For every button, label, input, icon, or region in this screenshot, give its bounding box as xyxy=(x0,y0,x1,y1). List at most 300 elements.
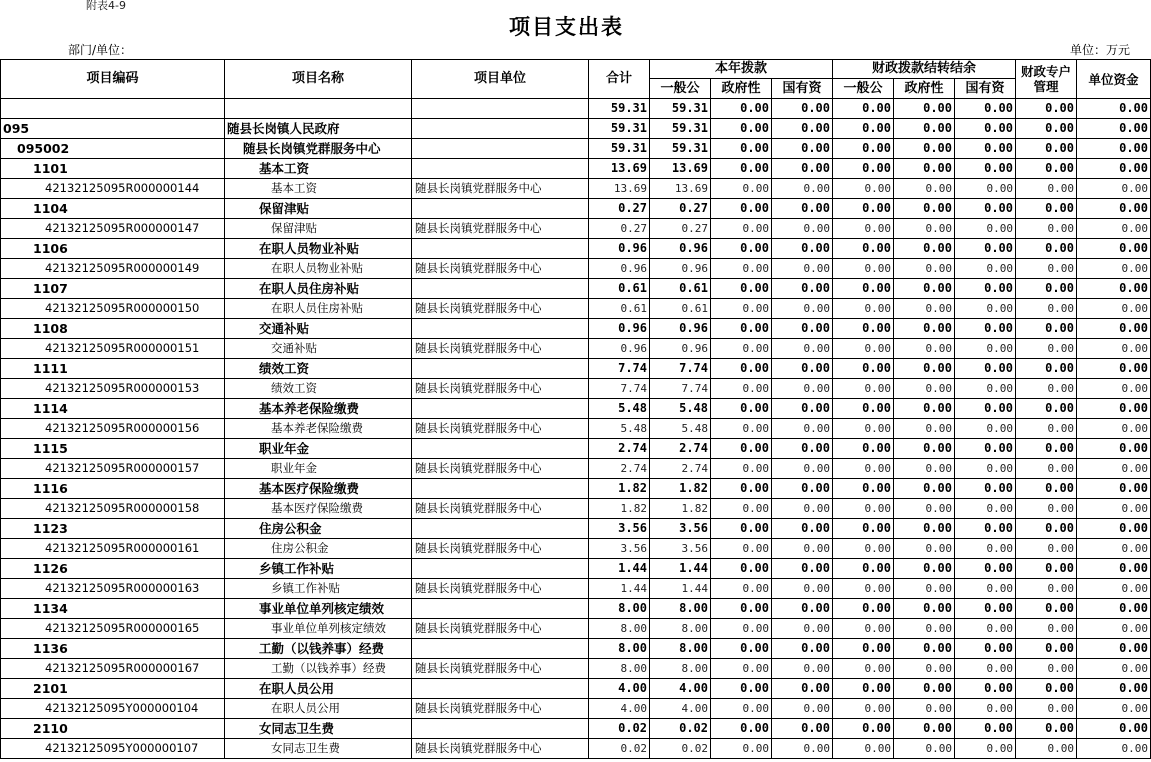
cell-current-state-capital[interactable]: 0.00 xyxy=(772,579,833,599)
cell-current-state-capital[interactable]: 0.00 xyxy=(772,199,833,219)
cell-current-general[interactable]: 4.00 xyxy=(650,699,711,719)
cell-own-fund[interactable]: 0.00 xyxy=(1077,359,1151,379)
cell-project-unit[interactable] xyxy=(412,679,589,699)
cell-own-fund[interactable]: 0.00 xyxy=(1077,599,1151,619)
cell-total[interactable]: 8.00 xyxy=(589,599,650,619)
cell-project-code[interactable]: 42132125095R000000151 xyxy=(1,339,225,359)
cell-carry-general[interactable]: 0.00 xyxy=(833,119,894,139)
cell-project-code[interactable]: 42132125095Y000000107 xyxy=(1,739,225,759)
cell-project-name[interactable]: 基本养老保险缴费 xyxy=(225,419,412,439)
cell-project-name[interactable]: 职业年金 xyxy=(225,439,412,459)
cell-current-general[interactable]: 0.02 xyxy=(650,739,711,759)
cell-project-name[interactable]: 工勤（以钱养事）经费 xyxy=(225,639,412,659)
cell-project-code[interactable]: 42132125095R000000147 xyxy=(1,219,225,239)
cell-current-state-capital[interactable]: 0.00 xyxy=(772,259,833,279)
header-sub-carry-state-capital[interactable]: 国有资 xyxy=(955,79,1016,99)
cell-carry-gov-fund[interactable]: 0.00 xyxy=(894,259,955,279)
cell-current-state-capital[interactable]: 0.00 xyxy=(772,119,833,139)
cell-carry-general[interactable]: 0.00 xyxy=(833,619,894,639)
cell-carry-gov-fund[interactable]: 0.00 xyxy=(894,499,955,519)
cell-carry-general[interactable]: 0.00 xyxy=(833,419,894,439)
cell-project-name[interactable]: 随县长岗镇人民政府 xyxy=(225,119,412,139)
cell-carry-general[interactable]: 0.00 xyxy=(833,199,894,219)
cell-carry-gov-fund[interactable]: 0.00 xyxy=(894,379,955,399)
cell-current-gov-fund[interactable]: 0.00 xyxy=(711,679,772,699)
cell-project-name[interactable]: 女同志卫生费 xyxy=(225,739,412,759)
cell-carry-state-capital[interactable]: 0.00 xyxy=(955,599,1016,619)
cell-current-gov-fund[interactable]: 0.00 xyxy=(711,239,772,259)
cell-project-code[interactable]: 1123 xyxy=(1,519,225,539)
cell-project-code[interactable]: 42132125095Y000000104 xyxy=(1,699,225,719)
cell-current-general[interactable]: 13.69 xyxy=(650,159,711,179)
cell-total[interactable]: 13.69 xyxy=(589,159,650,179)
table-row[interactable] xyxy=(1,239,1151,259)
cell-current-gov-fund[interactable]: 0.00 xyxy=(711,199,772,219)
cell-current-state-capital[interactable]: 0.00 xyxy=(772,679,833,699)
cell-current-gov-fund[interactable]: 0.00 xyxy=(711,279,772,299)
cell-carry-gov-fund[interactable]: 0.00 xyxy=(894,99,955,119)
cell-project-code[interactable]: 2101 xyxy=(1,679,225,699)
cell-project-code[interactable]: 42132125095R000000149 xyxy=(1,259,225,279)
cell-project-name[interactable]: 在职人员住房补贴 xyxy=(225,279,412,299)
cell-project-unit[interactable]: 随县长岗镇党群服务中心 xyxy=(412,299,589,319)
cell-project-name[interactable]: 基本工资 xyxy=(225,159,412,179)
cell-own-fund[interactable]: 0.00 xyxy=(1077,339,1151,359)
table-row[interactable] xyxy=(1,219,1151,239)
cell-special-account[interactable]: 0.00 xyxy=(1016,539,1077,559)
cell-special-account[interactable]: 0.00 xyxy=(1016,639,1077,659)
cell-current-general[interactable]: 3.56 xyxy=(650,539,711,559)
cell-own-fund[interactable]: 0.00 xyxy=(1077,739,1151,759)
cell-carry-gov-fund[interactable]: 0.00 xyxy=(894,539,955,559)
cell-carry-general[interactable]: 0.00 xyxy=(833,659,894,679)
cell-current-general[interactable]: 1.82 xyxy=(650,479,711,499)
cell-special-account[interactable]: 0.00 xyxy=(1016,279,1077,299)
cell-current-general[interactable]: 59.31 xyxy=(650,99,711,119)
cell-own-fund[interactable]: 0.00 xyxy=(1077,499,1151,519)
cell-current-gov-fund[interactable]: 0.00 xyxy=(711,719,772,739)
cell-current-state-capital[interactable]: 0.00 xyxy=(772,639,833,659)
cell-own-fund[interactable]: 0.00 xyxy=(1077,619,1151,639)
cell-total[interactable]: 0.02 xyxy=(589,719,650,739)
cell-carry-general[interactable]: 0.00 xyxy=(833,259,894,279)
table-row[interactable] xyxy=(1,159,1151,179)
cell-current-state-capital[interactable]: 0.00 xyxy=(772,419,833,439)
table-row[interactable] xyxy=(1,119,1151,139)
cell-carry-gov-fund[interactable]: 0.00 xyxy=(894,319,955,339)
cell-total[interactable]: 59.31 xyxy=(589,119,650,139)
cell-current-state-capital[interactable]: 0.00 xyxy=(772,559,833,579)
cell-own-fund[interactable]: 0.00 xyxy=(1077,719,1151,739)
cell-project-name[interactable]: 职业年金 xyxy=(225,459,412,479)
cell-current-general[interactable]: 13.69 xyxy=(650,179,711,199)
table-row[interactable] xyxy=(1,419,1151,439)
cell-carry-state-capital[interactable]: 0.00 xyxy=(955,539,1016,559)
table-row[interactable] xyxy=(1,499,1151,519)
cell-current-state-capital[interactable]: 0.00 xyxy=(772,399,833,419)
cell-current-gov-fund[interactable]: 0.00 xyxy=(711,659,772,679)
cell-project-name[interactable] xyxy=(225,99,412,119)
cell-current-gov-fund[interactable]: 0.00 xyxy=(711,419,772,439)
cell-carry-state-capital[interactable]: 0.00 xyxy=(955,199,1016,219)
cell-current-gov-fund[interactable]: 0.00 xyxy=(711,699,772,719)
cell-project-name[interactable]: 基本养老保险缴费 xyxy=(225,399,412,419)
cell-carry-general[interactable]: 0.00 xyxy=(833,639,894,659)
table-row[interactable] xyxy=(1,699,1151,719)
cell-project-code[interactable]: 1114 xyxy=(1,399,225,419)
cell-carry-gov-fund[interactable]: 0.00 xyxy=(894,299,955,319)
cell-project-name[interactable]: 住房公积金 xyxy=(225,519,412,539)
cell-project-unit[interactable] xyxy=(412,359,589,379)
cell-special-account[interactable]: 0.00 xyxy=(1016,439,1077,459)
cell-carry-general[interactable]: 0.00 xyxy=(833,599,894,619)
cell-total[interactable]: 0.96 xyxy=(589,339,650,359)
cell-current-general[interactable]: 5.48 xyxy=(650,419,711,439)
cell-carry-general[interactable]: 0.00 xyxy=(833,559,894,579)
cell-special-account[interactable]: 0.00 xyxy=(1016,299,1077,319)
cell-carry-gov-fund[interactable]: 0.00 xyxy=(894,139,955,159)
cell-project-code[interactable]: 42132125095R000000153 xyxy=(1,379,225,399)
cell-carry-state-capital[interactable]: 0.00 xyxy=(955,259,1016,279)
cell-project-code[interactable]: 42132125095R000000150 xyxy=(1,299,225,319)
cell-carry-general[interactable]: 0.00 xyxy=(833,439,894,459)
cell-project-code[interactable]: 095002 xyxy=(1,139,225,159)
cell-project-unit[interactable] xyxy=(412,239,589,259)
cell-carry-general[interactable]: 0.00 xyxy=(833,319,894,339)
cell-total[interactable]: 13.69 xyxy=(589,179,650,199)
cell-project-unit[interactable] xyxy=(412,279,589,299)
table-row[interactable] xyxy=(1,259,1151,279)
cell-project-unit[interactable] xyxy=(412,99,589,119)
cell-current-state-capital[interactable]: 0.00 xyxy=(772,599,833,619)
cell-project-name[interactable]: 基本工资 xyxy=(225,179,412,199)
table-row[interactable] xyxy=(1,399,1151,419)
cell-project-unit[interactable] xyxy=(412,159,589,179)
cell-total[interactable]: 3.56 xyxy=(589,539,650,559)
cell-total[interactable]: 8.00 xyxy=(589,659,650,679)
cell-current-general[interactable]: 0.27 xyxy=(650,199,711,219)
cell-carry-general[interactable]: 0.00 xyxy=(833,99,894,119)
cell-special-account[interactable]: 0.00 xyxy=(1016,219,1077,239)
cell-project-unit[interactable]: 随县长岗镇党群服务中心 xyxy=(412,259,589,279)
cell-special-account[interactable]: 0.00 xyxy=(1016,199,1077,219)
cell-carry-general[interactable]: 0.00 xyxy=(833,539,894,559)
cell-carry-state-capital[interactable]: 0.00 xyxy=(955,319,1016,339)
cell-project-name[interactable]: 在职人员公用 xyxy=(225,679,412,699)
cell-project-unit[interactable] xyxy=(412,719,589,739)
cell-current-gov-fund[interactable]: 0.00 xyxy=(711,519,772,539)
cell-total[interactable]: 0.96 xyxy=(589,259,650,279)
cell-carry-state-capital[interactable]: 0.00 xyxy=(955,699,1016,719)
cell-current-state-capital[interactable]: 0.00 xyxy=(772,279,833,299)
cell-current-state-capital[interactable]: 0.00 xyxy=(772,699,833,719)
cell-project-unit[interactable] xyxy=(412,439,589,459)
cell-total[interactable]: 1.44 xyxy=(589,579,650,599)
cell-current-state-capital[interactable]: 0.00 xyxy=(772,159,833,179)
cell-special-account[interactable]: 0.00 xyxy=(1016,319,1077,339)
cell-carry-gov-fund[interactable]: 0.00 xyxy=(894,679,955,699)
cell-project-unit[interactable]: 随县长岗镇党群服务中心 xyxy=(412,339,589,359)
cell-project-code[interactable]: 42132125095R000000158 xyxy=(1,499,225,519)
cell-own-fund[interactable]: 0.00 xyxy=(1077,99,1151,119)
cell-current-general[interactable]: 0.27 xyxy=(650,219,711,239)
cell-own-fund[interactable]: 0.00 xyxy=(1077,199,1151,219)
cell-special-account[interactable]: 0.00 xyxy=(1016,619,1077,639)
cell-carry-gov-fund[interactable]: 0.00 xyxy=(894,659,955,679)
cell-project-unit[interactable]: 随县长岗镇党群服务中心 xyxy=(412,699,589,719)
cell-current-general[interactable]: 0.61 xyxy=(650,299,711,319)
cell-current-general[interactable]: 0.96 xyxy=(650,239,711,259)
cell-own-fund[interactable]: 0.00 xyxy=(1077,559,1151,579)
cell-total[interactable]: 2.74 xyxy=(589,439,650,459)
cell-carry-state-capital[interactable]: 0.00 xyxy=(955,579,1016,599)
cell-current-general[interactable]: 8.00 xyxy=(650,619,711,639)
cell-current-gov-fund[interactable]: 0.00 xyxy=(711,599,772,619)
table-row[interactable] xyxy=(1,559,1151,579)
cell-special-account[interactable]: 0.00 xyxy=(1016,479,1077,499)
cell-project-name[interactable]: 随县长岗镇党群服务中心 xyxy=(225,139,412,159)
cell-carry-state-capital[interactable]: 0.00 xyxy=(955,559,1016,579)
cell-carry-general[interactable]: 0.00 xyxy=(833,479,894,499)
cell-carry-general[interactable]: 0.00 xyxy=(833,159,894,179)
table-row[interactable] xyxy=(1,359,1151,379)
cell-current-state-capital[interactable]: 0.00 xyxy=(772,719,833,739)
cell-special-account[interactable]: 0.00 xyxy=(1016,459,1077,479)
cell-current-general[interactable]: 8.00 xyxy=(650,599,711,619)
cell-total[interactable]: 2.74 xyxy=(589,459,650,479)
cell-carry-gov-fund[interactable]: 0.00 xyxy=(894,179,955,199)
header-special[interactable]: 财政专户管理 xyxy=(1016,60,1077,99)
table-row[interactable] xyxy=(1,479,1151,499)
cell-special-account[interactable]: 0.00 xyxy=(1016,499,1077,519)
cell-carry-state-capital[interactable]: 0.00 xyxy=(955,639,1016,659)
cell-own-fund[interactable]: 0.00 xyxy=(1077,319,1151,339)
cell-current-gov-fund[interactable]: 0.00 xyxy=(711,99,772,119)
cell-current-state-capital[interactable]: 0.00 xyxy=(772,519,833,539)
cell-current-general[interactable]: 5.48 xyxy=(650,399,711,419)
cell-carry-state-capital[interactable]: 0.00 xyxy=(955,679,1016,699)
cell-total[interactable]: 1.82 xyxy=(589,479,650,499)
cell-project-code[interactable]: 1108 xyxy=(1,319,225,339)
cell-project-code[interactable]: 42132125095R000000144 xyxy=(1,179,225,199)
cell-current-state-capital[interactable]: 0.00 xyxy=(772,179,833,199)
cell-project-code[interactable]: 42132125095R000000161 xyxy=(1,539,225,559)
cell-own-fund[interactable]: 0.00 xyxy=(1077,399,1151,419)
cell-special-account[interactable]: 0.00 xyxy=(1016,139,1077,159)
cell-current-general[interactable]: 59.31 xyxy=(650,119,711,139)
cell-carry-state-capital[interactable]: 0.00 xyxy=(955,239,1016,259)
cell-total[interactable]: 59.31 xyxy=(589,99,650,119)
cell-current-state-capital[interactable]: 0.00 xyxy=(772,659,833,679)
cell-total[interactable]: 4.00 xyxy=(589,679,650,699)
cell-special-account[interactable]: 0.00 xyxy=(1016,559,1077,579)
cell-special-account[interactable]: 0.00 xyxy=(1016,659,1077,679)
cell-current-gov-fund[interactable]: 0.00 xyxy=(711,159,772,179)
cell-carry-gov-fund[interactable]: 0.00 xyxy=(894,519,955,539)
cell-own-fund[interactable]: 0.00 xyxy=(1077,179,1151,199)
cell-total[interactable]: 4.00 xyxy=(589,699,650,719)
cell-project-name[interactable]: 事业单位单列核定绩效 xyxy=(225,599,412,619)
cell-special-account[interactable]: 0.00 xyxy=(1016,519,1077,539)
cell-current-state-capital[interactable]: 0.00 xyxy=(772,479,833,499)
cell-carry-gov-fund[interactable]: 0.00 xyxy=(894,339,955,359)
cell-current-general[interactable]: 59.31 xyxy=(650,139,711,159)
cell-project-unit[interactable]: 随县长岗镇党群服务中心 xyxy=(412,739,589,759)
cell-own-fund[interactable]: 0.00 xyxy=(1077,439,1151,459)
cell-project-unit[interactable] xyxy=(412,119,589,139)
cell-project-name[interactable]: 女同志卫生费 xyxy=(225,719,412,739)
cell-total[interactable]: 1.82 xyxy=(589,499,650,519)
cell-total[interactable]: 7.74 xyxy=(589,379,650,399)
cell-special-account[interactable]: 0.00 xyxy=(1016,699,1077,719)
cell-carry-state-capital[interactable]: 0.00 xyxy=(955,359,1016,379)
cell-special-account[interactable]: 0.00 xyxy=(1016,179,1077,199)
cell-project-code[interactable] xyxy=(1,99,225,119)
cell-total[interactable]: 1.44 xyxy=(589,559,650,579)
cell-current-general[interactable]: 0.96 xyxy=(650,319,711,339)
cell-total[interactable]: 8.00 xyxy=(589,619,650,639)
cell-project-name[interactable]: 在职人员公用 xyxy=(225,699,412,719)
cell-own-fund[interactable]: 0.00 xyxy=(1077,279,1151,299)
cell-project-name[interactable]: 在职人员住房补贴 xyxy=(225,299,412,319)
cell-carry-state-capital[interactable]: 0.00 xyxy=(955,619,1016,639)
cell-project-code[interactable]: 1136 xyxy=(1,639,225,659)
cell-project-name[interactable]: 保留津贴 xyxy=(225,219,412,239)
cell-carry-general[interactable]: 0.00 xyxy=(833,679,894,699)
cell-carry-gov-fund[interactable]: 0.00 xyxy=(894,359,955,379)
table-row[interactable] xyxy=(1,659,1151,679)
cell-project-name[interactable]: 基本医疗保险缴费 xyxy=(225,479,412,499)
cell-current-general[interactable]: 1.82 xyxy=(650,499,711,519)
cell-special-account[interactable]: 0.00 xyxy=(1016,119,1077,139)
cell-current-general[interactable]: 8.00 xyxy=(650,659,711,679)
cell-current-state-capital[interactable]: 0.00 xyxy=(772,539,833,559)
cell-current-gov-fund[interactable]: 0.00 xyxy=(711,559,772,579)
cell-own-fund[interactable]: 0.00 xyxy=(1077,459,1151,479)
cell-current-gov-fund[interactable]: 0.00 xyxy=(711,499,772,519)
cell-project-unit[interactable] xyxy=(412,599,589,619)
cell-carry-general[interactable]: 0.00 xyxy=(833,279,894,299)
cell-own-fund[interactable]: 0.00 xyxy=(1077,139,1151,159)
cell-project-unit[interactable] xyxy=(412,399,589,419)
cell-carry-gov-fund[interactable]: 0.00 xyxy=(894,699,955,719)
cell-total[interactable]: 0.61 xyxy=(589,299,650,319)
cell-current-general[interactable]: 2.74 xyxy=(650,439,711,459)
cell-current-general[interactable]: 8.00 xyxy=(650,639,711,659)
table-row[interactable] xyxy=(1,339,1151,359)
cell-current-gov-fund[interactable]: 0.00 xyxy=(711,579,772,599)
cell-carry-gov-fund[interactable]: 0.00 xyxy=(894,619,955,639)
cell-carry-general[interactable]: 0.00 xyxy=(833,699,894,719)
cell-carry-general[interactable]: 0.00 xyxy=(833,299,894,319)
cell-project-code[interactable]: 42132125095R000000165 xyxy=(1,619,225,639)
cell-project-name[interactable]: 乡镇工作补贴 xyxy=(225,559,412,579)
cell-own-fund[interactable]: 0.00 xyxy=(1077,679,1151,699)
cell-carry-gov-fund[interactable]: 0.00 xyxy=(894,719,955,739)
cell-special-account[interactable]: 0.00 xyxy=(1016,579,1077,599)
cell-own-fund[interactable]: 0.00 xyxy=(1077,159,1151,179)
cell-carry-state-capital[interactable]: 0.00 xyxy=(955,399,1016,419)
header-name[interactable]: 项目名称 xyxy=(225,60,412,99)
cell-current-state-capital[interactable]: 0.00 xyxy=(772,619,833,639)
table-row[interactable] xyxy=(1,639,1151,659)
cell-project-code[interactable]: 1107 xyxy=(1,279,225,299)
cell-own-fund[interactable]: 0.00 xyxy=(1077,579,1151,599)
cell-current-gov-fund[interactable]: 0.00 xyxy=(711,319,772,339)
cell-project-unit[interactable] xyxy=(412,639,589,659)
cell-special-account[interactable]: 0.00 xyxy=(1016,679,1077,699)
cell-special-account[interactable]: 0.00 xyxy=(1016,359,1077,379)
cell-project-name[interactable]: 在职人员物业补贴 xyxy=(225,239,412,259)
cell-own-fund[interactable]: 0.00 xyxy=(1077,259,1151,279)
cell-project-code[interactable]: 1134 xyxy=(1,599,225,619)
cell-project-name[interactable]: 事业单位单列核定绩效 xyxy=(225,619,412,639)
cell-special-account[interactable]: 0.00 xyxy=(1016,719,1077,739)
cell-current-gov-fund[interactable]: 0.00 xyxy=(711,139,772,159)
cell-carry-gov-fund[interactable]: 0.00 xyxy=(894,739,955,759)
cell-project-unit[interactable]: 随县长岗镇党群服务中心 xyxy=(412,459,589,479)
cell-project-unit[interactable]: 随县长岗镇党群服务中心 xyxy=(412,379,589,399)
cell-project-name[interactable]: 保留津贴 xyxy=(225,199,412,219)
cell-project-code[interactable]: 1126 xyxy=(1,559,225,579)
cell-special-account[interactable]: 0.00 xyxy=(1016,339,1077,359)
cell-carry-general[interactable]: 0.00 xyxy=(833,339,894,359)
cell-current-gov-fund[interactable]: 0.00 xyxy=(711,459,772,479)
table-row[interactable] xyxy=(1,99,1151,119)
cell-carry-general[interactable]: 0.00 xyxy=(833,459,894,479)
cell-project-code[interactable]: 095 xyxy=(1,119,225,139)
cell-current-gov-fund[interactable]: 0.00 xyxy=(711,539,772,559)
cell-project-unit[interactable]: 随县长岗镇党群服务中心 xyxy=(412,659,589,679)
cell-carry-general[interactable]: 0.00 xyxy=(833,499,894,519)
table-row[interactable] xyxy=(1,319,1151,339)
table-row[interactable] xyxy=(1,379,1151,399)
cell-current-general[interactable]: 0.96 xyxy=(650,339,711,359)
cell-carry-state-capital[interactable]: 0.00 xyxy=(955,519,1016,539)
cell-current-gov-fund[interactable]: 0.00 xyxy=(711,219,772,239)
cell-carry-state-capital[interactable]: 0.00 xyxy=(955,419,1016,439)
cell-carry-gov-fund[interactable]: 0.00 xyxy=(894,559,955,579)
cell-total[interactable]: 3.56 xyxy=(589,519,650,539)
cell-total[interactable]: 0.27 xyxy=(589,199,650,219)
cell-carry-gov-fund[interactable]: 0.00 xyxy=(894,219,955,239)
table-row[interactable] xyxy=(1,619,1151,639)
cell-special-account[interactable]: 0.00 xyxy=(1016,739,1077,759)
cell-own-fund[interactable]: 0.00 xyxy=(1077,419,1151,439)
cell-current-state-capital[interactable]: 0.00 xyxy=(772,439,833,459)
table-row[interactable] xyxy=(1,519,1151,539)
cell-carry-general[interactable]: 0.00 xyxy=(833,359,894,379)
cell-carry-general[interactable]: 0.00 xyxy=(833,739,894,759)
header-sub-state-capital[interactable]: 国有资 xyxy=(772,79,833,99)
header-unit[interactable]: 项目单位 xyxy=(412,60,589,99)
cell-own-fund[interactable]: 0.00 xyxy=(1077,659,1151,679)
cell-own-fund[interactable]: 0.00 xyxy=(1077,519,1151,539)
cell-carry-gov-fund[interactable]: 0.00 xyxy=(894,639,955,659)
cell-project-name[interactable]: 绩效工资 xyxy=(225,359,412,379)
cell-carry-gov-fund[interactable]: 0.00 xyxy=(894,439,955,459)
cell-current-gov-fund[interactable]: 0.00 xyxy=(711,399,772,419)
cell-total[interactable]: 0.27 xyxy=(589,219,650,239)
cell-current-state-capital[interactable]: 0.00 xyxy=(772,219,833,239)
cell-current-general[interactable]: 4.00 xyxy=(650,679,711,699)
cell-current-state-capital[interactable]: 0.00 xyxy=(772,339,833,359)
cell-current-gov-fund[interactable]: 0.00 xyxy=(711,359,772,379)
cell-carry-gov-fund[interactable]: 0.00 xyxy=(894,479,955,499)
cell-current-state-capital[interactable]: 0.00 xyxy=(772,379,833,399)
cell-current-general[interactable]: 2.74 xyxy=(650,459,711,479)
cell-carry-general[interactable]: 0.00 xyxy=(833,139,894,159)
